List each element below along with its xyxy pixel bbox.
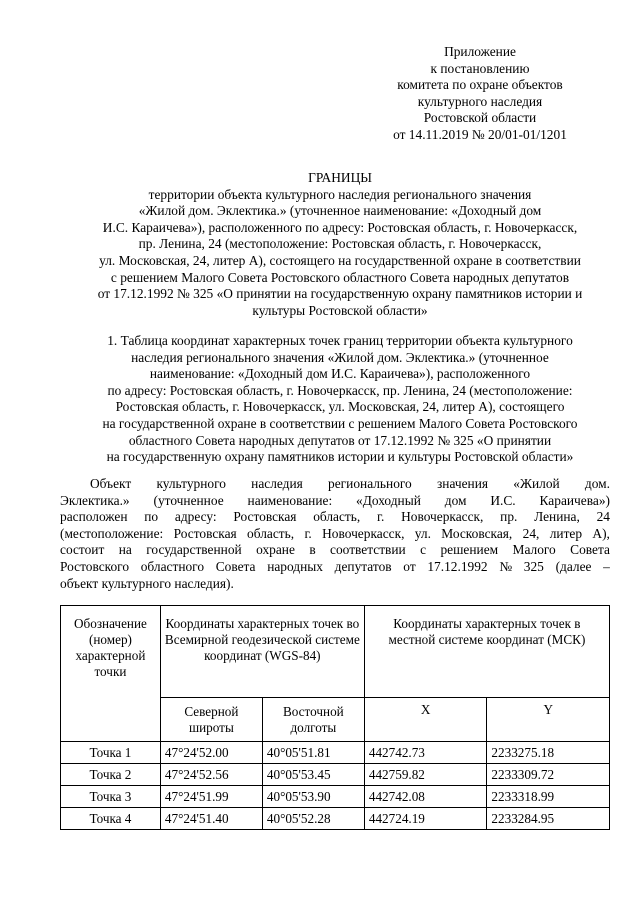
point-y: 2233275.18 — [487, 742, 610, 764]
point-latitude: 47°24'52.00 — [160, 742, 262, 764]
point-name: Точка 4 — [61, 808, 161, 830]
word: Ленина, — [534, 509, 580, 525]
word: г. — [377, 509, 385, 525]
section-1-heading — [40, 333, 640, 466]
word: соответствии — [330, 542, 406, 558]
appendix-line: комитета по охране объектов — [397, 77, 563, 93]
word: Ростовская — [233, 509, 297, 525]
section-line: наследия регионального значения «Жилой дом. Эклектика.» (уточненное — [131, 349, 549, 365]
point-latitude: 47°24'51.40 — [160, 808, 262, 830]
word: г. — [304, 525, 312, 541]
paragraph-line: объект культурного наследия). — [60, 575, 234, 591]
word: наследия — [251, 476, 303, 491]
section-line: на государственную охрану памятников истории и культуры Ростовской области» — [106, 449, 574, 465]
section-line: наименование: «Доходный дом И.С. Караичева»), расположенного — [149, 366, 531, 382]
word: Совета — [215, 558, 256, 574]
table-row — [61, 808, 610, 830]
word: Малого — [512, 542, 556, 558]
word: наименование: — [247, 492, 333, 508]
word: адресу: — [174, 509, 217, 525]
word: – — [603, 558, 610, 574]
paragraph-line — [60, 559, 610, 576]
word: дом — [444, 492, 467, 508]
word: 24 — [596, 509, 610, 525]
section-line: Ростовская область, г. Новочеркасск, ул. Московская, 24, литер А), состоящего — [115, 399, 565, 415]
word: (уточненное — [153, 492, 224, 508]
point-name: Точка 1 — [61, 742, 161, 764]
title-line: от 17.12.1992 № 325 «О принятии на государственную охрану памятников истории и — [97, 286, 583, 302]
header-x: X — [364, 698, 487, 742]
section-line: на государственной охране в соответствии с решением Малого Совета Ростовского — [102, 415, 578, 431]
table-header-row — [61, 606, 610, 698]
section-line: областного Совета народных депутатов от 17.12.1992 № 325 «О принятии — [128, 432, 552, 448]
point-x: 442742.73 — [364, 742, 487, 764]
coordinates-table — [60, 605, 610, 830]
table-row — [61, 742, 610, 764]
word: с — [420, 542, 427, 558]
word: Совета — [570, 542, 610, 558]
document-heading: ГРАНИЦЫ — [308, 170, 372, 185]
title-line: ул. Московская, 24, литер А), состоящего на государственной охране в соответствии — [99, 252, 581, 268]
word: Московская, — [441, 525, 513, 541]
paragraph-line — [60, 493, 610, 510]
appendix-date-number: от 14.11.2019 № 20/01-01/1201 — [393, 126, 567, 142]
point-x: 442759.82 — [364, 764, 487, 786]
word: состоит — [60, 542, 105, 558]
header-north-latitude: Северной широты — [160, 698, 262, 742]
word: Эклектика.» — [60, 492, 130, 508]
word: Ростовского — [60, 558, 130, 574]
appendix-line: к постановлению — [430, 60, 530, 76]
word: народных — [267, 558, 323, 574]
word: И.С. — [490, 492, 516, 508]
header-designation: Обозначение (номер) характерной точки — [61, 606, 161, 742]
table-row — [61, 764, 610, 786]
paragraph-line — [60, 476, 610, 493]
title-line: «Жилой дом. Эклектика.» (уточненное наименование: «Доходный дом — [138, 203, 542, 219]
appendix-line: Ростовской области — [423, 110, 537, 126]
point-longitude: 40°05'53.90 — [262, 786, 364, 808]
word: Караичева») — [539, 492, 610, 508]
word: Объект — [90, 476, 132, 491]
word: пр. — [500, 509, 518, 525]
word: (местоположение: — [60, 525, 164, 541]
paragraph-line — [60, 509, 610, 526]
word: культурного — [156, 476, 226, 491]
section-line: по адресу: Ростовская область, г. Новочеркасск, пр. Ленина, 24 (местоположение: — [107, 382, 573, 398]
appendix-line: Приложение — [444, 44, 516, 59]
word: значения — [437, 476, 489, 491]
section-line: 1. Таблица координат характерных точек границ территории объекта культурного — [107, 333, 573, 348]
point-name: Точка 3 — [61, 786, 161, 808]
header-y: Y — [487, 698, 610, 742]
word: государственной — [146, 542, 242, 558]
point-y: 2233309.72 — [487, 764, 610, 786]
word: областного — [140, 558, 205, 574]
word: А), — [592, 525, 610, 541]
object-description-paragraph — [60, 476, 610, 592]
header-msk: Координаты характерных точек в местной системе координат (МСК) — [364, 606, 609, 698]
word: Новочеркасск, — [322, 525, 405, 541]
point-longitude: 40°05'51.81 — [262, 742, 364, 764]
word: дом. — [584, 476, 610, 491]
word: «Доходный — [356, 492, 421, 508]
point-longitude: 40°05'52.28 — [262, 808, 364, 830]
point-x: 442742.08 — [364, 786, 487, 808]
point-name: Точка 2 — [61, 764, 161, 786]
word: в — [309, 542, 316, 558]
word: решением — [440, 542, 499, 558]
word: 17.12.1992 — [427, 558, 488, 574]
header-wgs84: Координаты характерных точек во Всемирной геодезической системе координат (WGS-84) — [160, 606, 364, 698]
word: № — [499, 558, 513, 574]
point-y: 2233318.99 — [487, 786, 610, 808]
word: область, — [313, 509, 361, 525]
word: (далее — [555, 558, 592, 574]
word: регионального — [328, 476, 412, 491]
word: Ростовская — [173, 525, 237, 541]
word: депутатов — [334, 558, 392, 574]
point-x: 442724.19 — [364, 808, 487, 830]
word: ул. — [414, 525, 431, 541]
word: область, — [247, 525, 295, 541]
word: по — [144, 509, 159, 525]
word: 24, — [522, 525, 540, 541]
point-longitude: 40°05'53.45 — [262, 764, 364, 786]
paragraph-line — [60, 542, 610, 559]
point-latitude: 47°24'52.56 — [160, 764, 262, 786]
word: литер — [549, 525, 583, 541]
paragraph-line — [60, 526, 610, 543]
appendix-line: культурного наследия — [417, 93, 543, 109]
title-line: с решением Малого Совета Ростовского областного Совета народных депутатов — [110, 269, 570, 285]
word: от — [403, 558, 416, 574]
title-line: культуры Ростовской области» — [252, 302, 428, 318]
title-line: территории объекта культурного наследия регионального значения — [148, 186, 532, 202]
document-title-block — [40, 170, 640, 319]
word: Новочеркасск, — [401, 509, 484, 525]
appendix-header — [330, 44, 630, 144]
point-latitude: 47°24'51.99 — [160, 786, 262, 808]
title-line: И.С. Караичева»), расположенного по адресу: Ростовская область, г. Новочеркасск, — [102, 219, 578, 235]
word: «Жилой — [513, 476, 560, 491]
word: 325 — [523, 558, 544, 574]
title-line: пр. Ленина, 24 (местоположение: Ростовская область, г. Новочеркасск, — [138, 236, 542, 252]
header-east-longitude: Восточной долготы — [262, 698, 364, 742]
table-row — [61, 786, 610, 808]
word: на — [118, 542, 132, 558]
word: расположен — [60, 509, 128, 525]
point-y: 2233284.95 — [487, 808, 610, 830]
word: охране — [256, 542, 295, 558]
